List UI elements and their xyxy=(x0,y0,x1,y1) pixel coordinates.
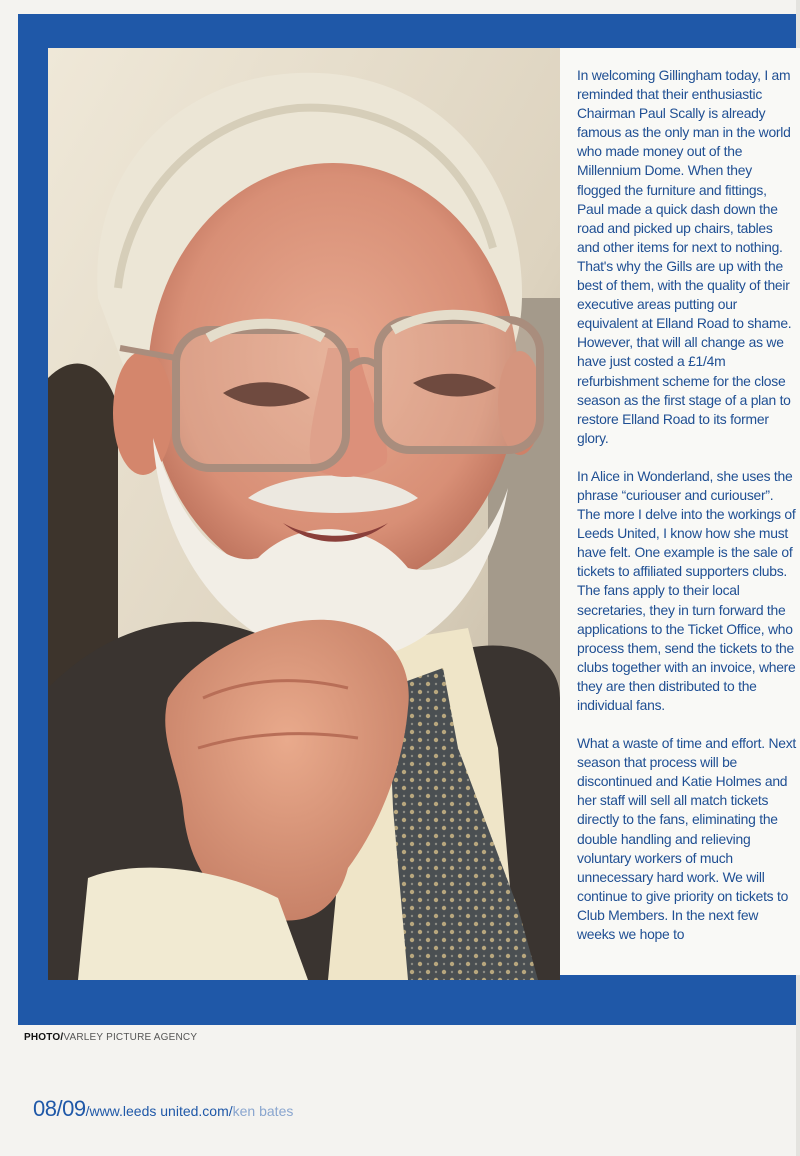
footer-url: /www.leeds united.com/ xyxy=(85,1103,233,1119)
page-numbers: 08/09 xyxy=(33,1096,86,1121)
article-paragraph: In welcoming Gillingham today, I am reminded that their enthusiastic Chairman Paul Scally is already famous as the only man in the world who made money out of the Millennium Dome. When they flogged the furniture and fittings, Paul made a quick dash down the road and picked up chairs, tables and other items for next to nothing. That's why the Gills are up with the best of them, with the quality of their executive areas putting our equivalent at Elland Road to shame. However, that will all change as we have just costed a £1/4m refurbishment scheme for the close season as the first stage of a plan to restore Elland Road to its former glory. xyxy=(577,67,792,446)
page-footer xyxy=(33,1096,293,1122)
article-paragraph: In Alice in Wonderland, she uses the phrase “curiouser and curiouser”. The more I delve into the workings of Leeds United, I know how she must have felt. One example is the sale of tickets to affiliated supporters clubs. The fans apply to their local secretaries, they in turn forward the applications to the Ticket Office, who process them, send the tickets to the clubs together with an invoice, where they are then distributed to the individual fans. xyxy=(577,467,796,713)
photo-credit-agency: VARLEY PICTURE AGENCY xyxy=(63,1032,198,1043)
portrait-photo xyxy=(48,48,560,980)
article-body xyxy=(577,66,797,963)
photo-credit-label: PHOTO/ xyxy=(24,1032,64,1043)
footer-author: ken bates xyxy=(232,1103,294,1119)
photo-credit xyxy=(24,1032,197,1043)
article-paragraph: What a waste of time and effort. Next season that process will be discontinued and Katie Holmes and her staff will sell all match tickets directly to the fans, eliminating the double handling and relieving voluntary workers of much unnecessary hard work. We will continue to give priority on tickets to Club Members. In the next few weeks we hope to xyxy=(577,735,797,943)
